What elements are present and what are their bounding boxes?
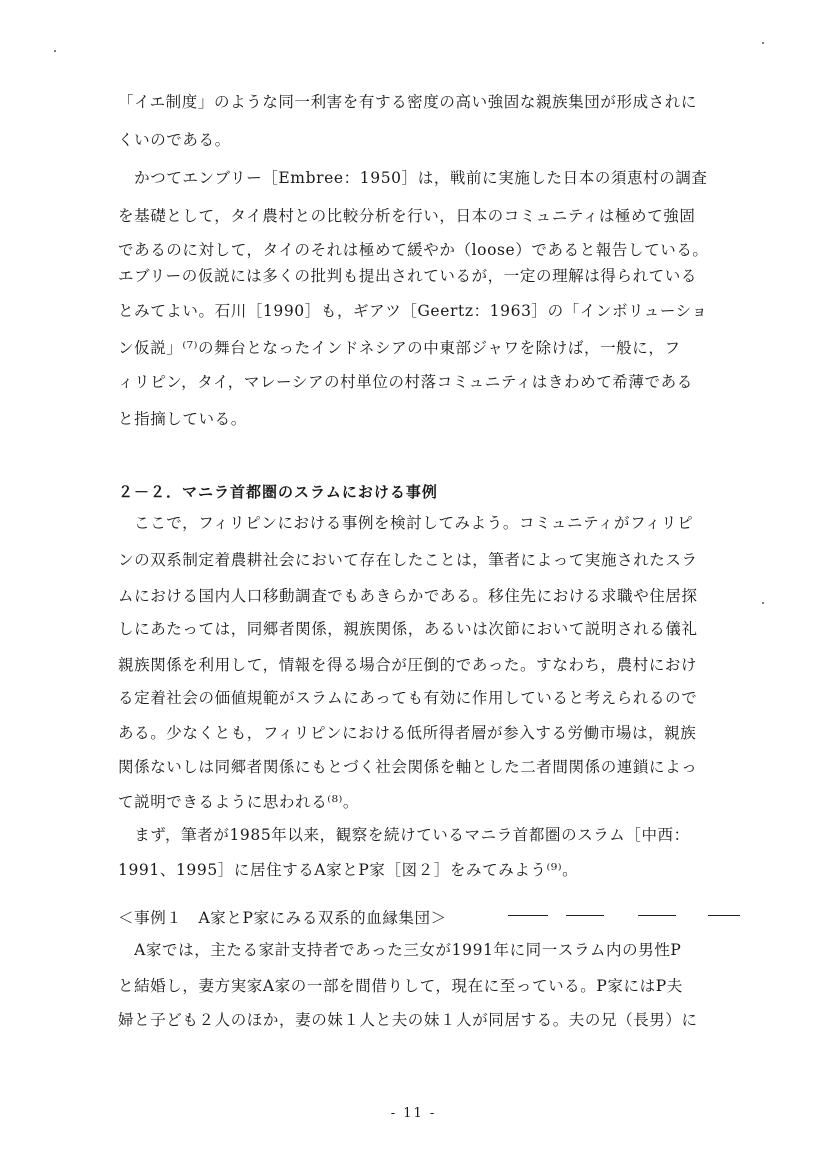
body-text-line: を基礎として，タイ農村との比較分析を行い，日本のコミュニティは極めて強固 <box>118 207 696 225</box>
rule-dash <box>638 915 676 916</box>
body-text-line: エブリーの仮説には多くの批判も提出されているが，一定の理解は得られている <box>118 267 697 285</box>
body-text-line: て説明できるように思われる⁽⁸⁾。 <box>118 793 360 811</box>
scan-speck <box>762 602 764 604</box>
body-text-line: と指摘している。 <box>118 410 247 428</box>
body-text-line: 婦と子ども２人のほか，妻の妹１人と夫の妹１人が同居する。夫の兄（長男）に <box>118 1011 698 1029</box>
body-text-line: であるのに対して，タイのそれは極めて緩やか（loose）であると報告している。 <box>118 241 709 259</box>
rule-dash <box>708 915 740 916</box>
body-text-line: ここで，フィリピンにおける事例を検討してみよう。コミュニティがフィリピ <box>118 514 694 532</box>
scan-speck <box>762 42 764 44</box>
body-text-line: しにあたっては，同郷者関係，親族関係，あるいは次節において説明される儀礼 <box>118 620 698 638</box>
body-text-line: る定着社会の価値規範がスラムにあっても有効に作用していると考えられるので <box>118 689 698 707</box>
body-text-line: 「イエ制度」のような同一利害を有する密度の高い強固な親族集団が形成されに <box>118 93 697 111</box>
body-text-line: ある。少なくとも，フィリピンにおける低所得者層が参入する労働市場は，親族 <box>118 724 697 742</box>
rule-dash <box>508 915 548 916</box>
body-text-line: ィリピン，タイ，マレーシアの村単位の村落コミュニティはきわめて希薄である <box>118 373 693 391</box>
body-text-line: ンの双系制定着農耕社会において存在したことは，筆者によって実施されたスラ <box>118 551 698 569</box>
body-text-line: とみてよい。石川［1990］も，ギアツ［Geertz：1963］の「インボリューショ <box>118 302 708 320</box>
body-text-line: 1991、1995］に居住するA家とP家［図２］をみてみよう⁽⁹⁾。 <box>118 861 579 879</box>
section-heading: ２－２．マニラ首都圏のスラムにおける事例 <box>118 483 438 501</box>
body-text-line: くいのである。 <box>118 131 231 149</box>
body-text-line: ン仮説」⁽⁷⁾の舞台となったインドネシアの中東部ジャワを除けば，一般に，フ <box>118 339 681 357</box>
body-text-line: 親族関係を利用して，情報を得る場合が圧倒的であった。すなわち，農村におけ <box>118 656 698 674</box>
body-text-line: ムにおける国内人口移動調査でもあきらかである。移住先における求職や住居探 <box>118 587 698 605</box>
body-text-line: と結婚し，妻方実家A家の一部を間借りして，現在に至っている。P家にはP夫 <box>118 977 683 995</box>
scan-speck <box>54 50 56 52</box>
case-title-rule <box>508 904 748 924</box>
rule-dash <box>566 915 604 916</box>
body-text-line: まず，筆者が1985年以来，観察を続けているマニラ首都圏のスラム［中西： <box>118 826 690 844</box>
case-title: ＜事例１ A家とP家にみる双系的血縁集団＞ <box>118 909 447 927</box>
body-text-line: 関係ないしは同郷者関係にもとづく社会関係を軸とした二者間関係の連鎖によっ <box>118 758 698 776</box>
body-text-line: A家では，主たる家計支持者であった三女が1991年に同一スラム内の男性P <box>118 941 682 959</box>
body-text-line: かつてエンブリー［Embree：1950］は，戦前に実施した日本の須恵村の調査 <box>118 169 708 187</box>
page-number: - 11 - <box>390 1106 437 1121</box>
